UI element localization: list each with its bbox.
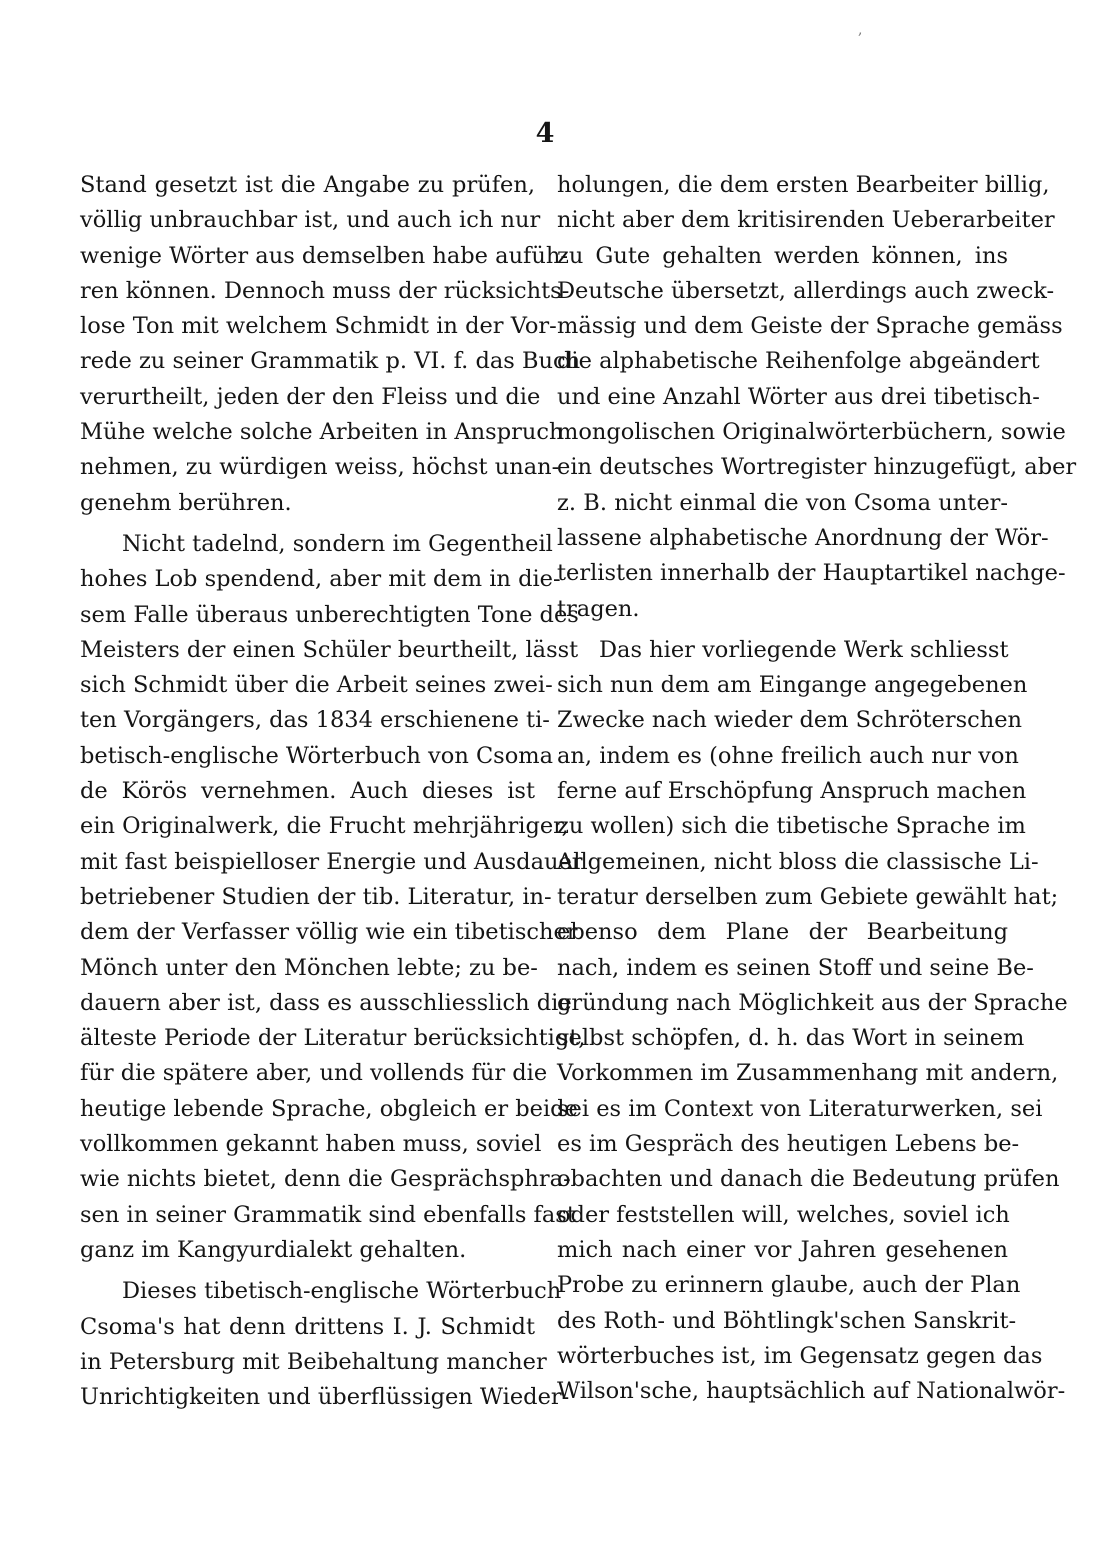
text-line: nach, indem es seinen Stoff und seine Be-: [557, 954, 1034, 981]
text-line: heutige lebende Sprache, obgleich er beide: [80, 1095, 578, 1122]
text-line: dauern aber ist, dass es ausschliesslich die: [80, 989, 572, 1016]
text-line: vollkommen gekannt haben muss, soviel: [80, 1131, 542, 1158]
text-line: verurtheilt, jeden der den Fleiss und die: [80, 383, 541, 410]
text-line: zu wollen) sich die tibetische Sprache im: [557, 813, 1026, 840]
text-line: ferne auf Erschöpfung Anspruch machen: [557, 778, 1027, 805]
text-line: die alphabetische Reihenfolge abgeändert: [557, 348, 1040, 375]
text-line: ein deutsches Wortregister hinzugefügt, aber: [557, 454, 1077, 481]
text-line: Zwecke nach wieder dem Schröterschen: [557, 707, 1023, 734]
text-line: mässig und dem Geiste der Sprache gemäss: [557, 313, 1063, 340]
text-line: ein Originalwerk, die Frucht mehrjähriger,: [80, 813, 569, 840]
text-line: sich Schmidt über die Arbeit seines zwei-: [80, 672, 553, 699]
paragraph: [80, 1274, 570, 1415]
text-line: Vorkommen im Zusammenhang mit andern,: [557, 1060, 1059, 1087]
text-line: für die spätere aber, und vollends für die: [80, 1060, 548, 1087]
text-line: wenige Wörter aus demselben habe aufüh-: [80, 242, 568, 269]
text-line: lose Ton mit welchem Schmidt in der Vor-: [80, 313, 557, 340]
text-line: rede zu seiner Grammatik p. VI. f. das Buch: [80, 348, 581, 375]
paragraph: [80, 527, 586, 1268]
text-line: Nicht tadelnd, sondern im Gegentheil: [122, 530, 553, 557]
text-line: es im Gespräch des heutigen Lebens be-: [557, 1131, 1020, 1158]
text-line: holungen, die dem ersten Bearbeiter billig,: [557, 172, 1050, 198]
text-line: wie nichts bietet, denn die Gesprächsphra-: [80, 1166, 571, 1193]
paragraph: [80, 168, 581, 521]
text-line: ebenso dem Plane der Bearbeitung: [557, 919, 1008, 946]
text-line: sich nun dem am Eingange angegebenen: [557, 672, 1028, 699]
text-line: Das hier vorliegende Werk schliesst: [599, 636, 1009, 663]
page-number: 4: [535, 118, 555, 149]
right-column: [557, 168, 1077, 1409]
text-line: sei es im Context von Literaturwerken, sei: [557, 1095, 1043, 1122]
paragraph: [557, 633, 1068, 1410]
text-line: tragen.: [557, 595, 640, 622]
text-line: ten Vorgängers, das 1834 erschienene ti-: [80, 707, 550, 734]
text-line: Dieses tibetisch-englische Wörterbuch: [122, 1278, 562, 1305]
text-line: betriebener Studien der tib. Literatur, in-: [80, 883, 552, 910]
text-line: des Roth- und Böhtlingk'schen Sanskrit-: [557, 1307, 1017, 1334]
text-line: obachten und danach die Bedeutung prüfen: [557, 1166, 1060, 1193]
text-line: nicht aber dem kritisirenden Ueberarbeiter: [557, 207, 1055, 234]
text-line: sen in seiner Grammatik sind ebenfalls fast: [80, 1201, 576, 1228]
text-line: hohes Lob spendend, aber mit dem in die-: [80, 566, 561, 593]
text-line: ganz im Kangyurdialekt gehalten.: [80, 1236, 467, 1263]
text-line: gründung nach Möglichkeit aus der Sprache: [557, 989, 1068, 1016]
text-line: de Körös vernehmen. Auch dieses ist: [80, 778, 535, 805]
text-line: sem Falle überaus unberechtigten Tone des: [80, 601, 579, 628]
left-column: [80, 168, 586, 1415]
text-line: wörterbuches ist, im Gegensatz gegen das: [557, 1342, 1043, 1369]
text-line: ren können. Dennoch muss der rücksichts-: [80, 277, 570, 304]
text-line: dem der Verfasser völlig wie ein tibetischer: [80, 919, 578, 946]
text-line: Allgemeinen, nicht bloss die classische Li-: [557, 848, 1039, 875]
text-line: mich nach einer vor Jahren gesehenen: [557, 1236, 1008, 1263]
text-line: genehm berühren.: [80, 489, 292, 516]
text-line: terlisten innerhalb der Hauptartikel nachge-: [557, 560, 1066, 587]
scan-speck: ,: [858, 22, 863, 38]
text-line: Unrichtigkeiten und überflüssigen Wieder-: [80, 1384, 570, 1411]
text-line: z. B. nicht einmal die von Csoma unter-: [557, 489, 1008, 516]
text-line: betisch-englische Wörterbuch von Csoma: [80, 742, 554, 769]
text-line: mit fast beispielloser Energie und Ausdauer: [80, 848, 583, 875]
text-line: selbst schöpfen, d. h. das Wort in seinem: [557, 1025, 1025, 1052]
text-line: mongolischen Originalwörterbüchern, sowie: [557, 419, 1066, 446]
text-line: völlig unbrauchbar ist, und auch ich nur: [80, 207, 541, 234]
text-line: Probe zu erinnern glaube, auch der Plan: [557, 1272, 1021, 1299]
text-line: Deutsche übersetzt, allerdings auch zweck-: [557, 277, 1055, 304]
text-line: Meisters der einen Schüler beurtheilt, lässt: [80, 636, 579, 663]
text-line: in Petersburg mit Beibehaltung mancher: [80, 1348, 547, 1375]
text-line: älteste Periode der Literatur berücksichtigt,: [80, 1025, 586, 1052]
text-line: an, indem es (ohne freilich auch nur von: [557, 742, 1019, 769]
text-line: nehmen, zu würdigen weiss, höchst unan-: [80, 454, 560, 481]
paragraph: [557, 168, 1077, 627]
text-line: Mönch unter den Mönchen lebte; zu be-: [80, 954, 538, 981]
text-line: lassene alphabetische Anordnung der Wör-: [557, 524, 1049, 551]
text-line: Csoma's hat denn drittens I. J. Schmidt: [80, 1313, 535, 1340]
text-line: Wilson'sche, hauptsächlich auf Nationalwör-: [557, 1378, 1066, 1405]
text-line: Stand gesetzt ist die Angabe zu prüfen,: [80, 172, 535, 198]
text-line: Mühe welche solche Arbeiten in Anspruch: [80, 419, 564, 446]
text-line: zu Gute gehalten werden können, ins: [557, 242, 1008, 269]
text-line: oder feststellen will, welches, soviel ich: [557, 1201, 1010, 1228]
text-line: teratur derselben zum Gebiete gewählt hat;: [557, 883, 1059, 910]
text-line: und eine Anzahl Wörter aus drei tibetisch-: [557, 383, 1040, 410]
